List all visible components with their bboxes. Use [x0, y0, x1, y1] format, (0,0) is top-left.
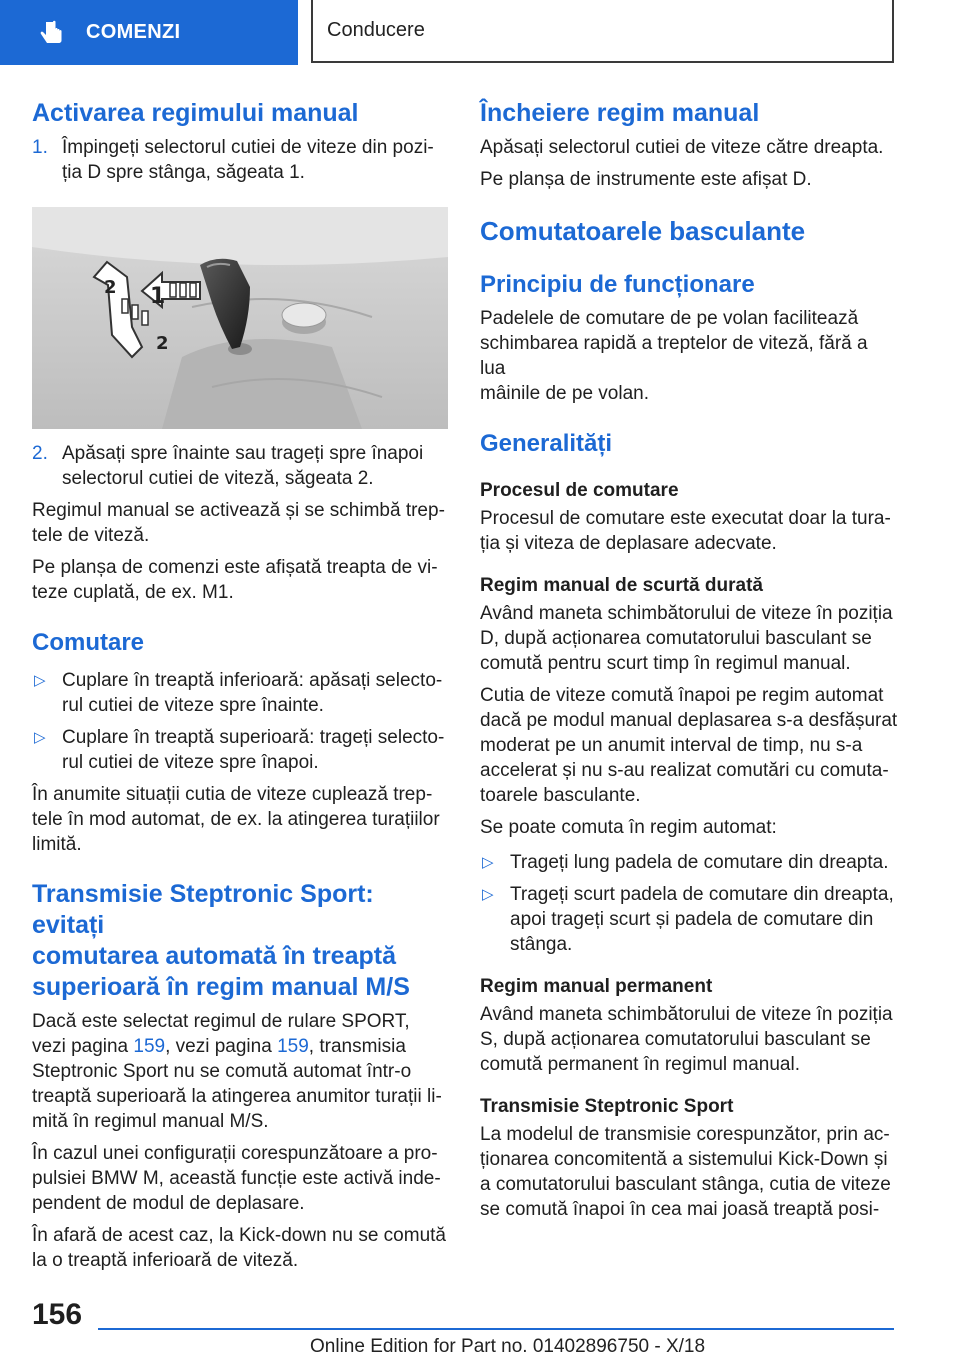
text-line: S, după acționarea comutatorului basculant se [480, 1029, 871, 1050]
text-line: Dacă este selectat regimul de rulare SPORT, [32, 1011, 410, 1032]
text-line: comută permanent în regimul manual. [480, 1054, 800, 1075]
arrow-2-label-lower: 2 [156, 333, 169, 354]
text-line: Procesul de comutare este executat doar la tura‐ [480, 508, 891, 529]
subheading-transmisie: Transmisie Steptronic Sport [480, 1096, 734, 1117]
text-line: tele în mod automat, de ex. la atingerea turațiilor [32, 809, 440, 830]
text-line: limită. [32, 834, 82, 855]
subheading-scurta: Regim manual de scurtă durată [480, 575, 763, 596]
bullet-item [480, 850, 898, 875]
paragraph [32, 498, 450, 548]
step-text: selectorul cutiei de viteză, săgeata 2. [62, 468, 374, 489]
bullet-item [480, 882, 898, 957]
heading-comutare: Comutare [32, 629, 145, 656]
text-line: mită în regimul manual M/S. [32, 1111, 269, 1132]
text-line: teze cuplată, de ex. M1. [32, 582, 234, 603]
paragraph [32, 1223, 450, 1273]
text-line: rul cutiei de viteze spre înapoi. [62, 752, 319, 773]
paragraph: Pe planșa de instrumente este afișat D. [480, 169, 812, 190]
subheading-permanent: Regim manual permanent [480, 976, 713, 997]
step-number: 2. [32, 443, 48, 464]
arrow-2-label-upper: 2 [104, 277, 117, 298]
text-fragment: , transmisia [308, 1036, 406, 1057]
section-tab-label: COMENZI [86, 21, 181, 43]
page-number: 156 [32, 1298, 83, 1331]
text-line: Pe planșa de comenzi este afișată treapta de vi‐ [32, 557, 438, 578]
paragraph [480, 683, 898, 808]
text-line: Padelele de comutare de pe volan facilitează [480, 308, 859, 329]
paragraph [32, 555, 450, 605]
paragraph [32, 1141, 450, 1216]
heading-incheiere: Încheiere regim manual [480, 99, 760, 127]
text-line: treaptă superioară la atingerea anumitor turații li‐ [32, 1086, 442, 1107]
text-line: rul cutiei de viteze spre înainte. [62, 695, 324, 716]
text-line: ția și viteza de deplasare adecvate. [480, 533, 777, 554]
edition-footer: Online Edition for Part no. 01402896750 - X/18 [310, 1336, 706, 1357]
text-line: toarele basculante. [480, 785, 641, 806]
text-line: pulsiei BMW M, această funcție este activă inde‐ [32, 1168, 441, 1189]
step-text: Apăsați spre înainte sau trageți spre înapoi [62, 443, 424, 464]
paragraph [480, 601, 898, 676]
gear-selector-photo [32, 207, 448, 429]
page-link[interactable]: 159 [133, 1036, 166, 1057]
text-line: D, după acționarea comutatorului basculant se [480, 628, 872, 649]
text-line: Cuplare în treaptă superioară: trageți selecto‐ [62, 727, 445, 748]
paragraph [32, 1009, 450, 1134]
text-line: mâinile de pe volan. [480, 383, 649, 404]
paragraph [480, 1122, 898, 1222]
text-line: La modelul de transmisie corespunzător, prin ac‐ [480, 1124, 890, 1145]
step-text: Împingeți selectorul cutiei de viteze din pozi‐ [62, 137, 434, 158]
step-text: ția D spre stânga, săgeata 1. [62, 162, 305, 183]
right-column [480, 98, 898, 1222]
bullet-triangle-icon: ▷ [482, 854, 494, 871]
step-1 [32, 135, 450, 185]
text-line: Cutia de viteze comută înapoi pe regim automat [480, 685, 884, 706]
step-number: 1. [32, 137, 48, 158]
text-fragment: , vezi pagina [165, 1036, 278, 1057]
text-line: pendent de modul de deplasare. [32, 1193, 305, 1214]
text-line: Trageți lung padela de comutare din dreapta. [510, 852, 889, 873]
chapter-title: Conducere [327, 19, 425, 41]
text-line: Având maneta schimbătorului de viteze în poziția [480, 1004, 893, 1025]
text-line: accelerat și nu s-au realizat comutări cu comuta‐ [480, 760, 889, 781]
heading-principiu: Principiu de funcționare [480, 271, 755, 298]
heading-line: comutarea automată în treaptă [32, 942, 396, 970]
bullet-triangle-icon: ▷ [34, 729, 46, 746]
text-line: se comută înapoi în cea mai joasă treaptă posi‐ [480, 1199, 880, 1220]
text-line: la o treaptă inferioară de viteză. [32, 1250, 299, 1271]
bullet-item [32, 668, 450, 718]
text-line: dacă pe modul manual deplasarea s-a desfășurat [480, 710, 898, 731]
paragraph [480, 506, 898, 556]
text-line: Trageți scurt padela de comutare din dreapta, [510, 884, 894, 905]
paragraph [480, 306, 898, 406]
text-line: stânga. [510, 934, 573, 955]
heading-line: superioară în regim manual M/S [32, 973, 410, 1001]
heading-steptronic-sport [32, 879, 450, 1003]
arrow-1-label: 1 [150, 284, 166, 309]
chapter-title-box [311, 0, 894, 63]
text-line: Având maneta schimbătorului de viteze în poziția [480, 603, 893, 624]
hand-pointer-icon [38, 19, 66, 47]
text-line: În cazul unei configurații corespunzătoare a pro‐ [32, 1143, 438, 1164]
text-line: schimbarea rapidă a treptelor de viteză, fără a lua [480, 333, 868, 379]
footer-divider [98, 1328, 894, 1330]
paragraph [32, 782, 450, 857]
text-line: În anumite situații cutia de viteze cuplează trep‐ [32, 784, 433, 805]
text-line: moderat pe un anumit interval de timp, nu s-a [480, 735, 863, 756]
text-line: apoi trageți scurt și padela de comutare din [510, 909, 874, 930]
text-line: comută pentru scurt timp în regimul manual. [480, 653, 851, 674]
section-tab[interactable] [0, 0, 298, 65]
text-line: tele de viteză. [32, 525, 150, 546]
text-line: Cuplare în treaptă inferioară: apăsați selecto‐ [62, 670, 443, 691]
bullet-triangle-icon: ▷ [34, 672, 46, 689]
left-column [32, 98, 450, 1273]
text-line: Regimul manual se activează și se schimbă trep‐ [32, 500, 445, 521]
subheading-procesul: Procesul de comutare [480, 480, 679, 501]
heading-comutatoarele: Comutatoarele basculante [480, 216, 806, 246]
text-line: Steptronic Sport nu se comută automat într-o [32, 1061, 412, 1082]
paragraph: Se poate comuta în regim automat: [480, 817, 777, 838]
heading-activare: Activarea regimului manual [32, 99, 359, 127]
bullet-triangle-icon: ▷ [482, 886, 494, 903]
text-fragment: vezi pagina [32, 1036, 134, 1057]
bullet-item [32, 725, 450, 775]
text-line: În afară de acest caz, la Kick-down nu se comută [32, 1225, 446, 1246]
heading-line: Transmisie Steptronic Sport: evitați [32, 880, 374, 939]
heading-generalitati: Generalități [480, 430, 613, 457]
paragraph: Apăsați selectorul cutiei de viteze către dreapta. [480, 137, 884, 158]
text-line: ționarea concomitentă a sistemului Kick-Down și [480, 1149, 888, 1170]
text-line: a comutatorului basculant stânga, cutia de viteze [480, 1174, 891, 1195]
paragraph [480, 1002, 898, 1077]
page-link[interactable]: 159 [277, 1036, 309, 1057]
step-2 [32, 441, 450, 491]
